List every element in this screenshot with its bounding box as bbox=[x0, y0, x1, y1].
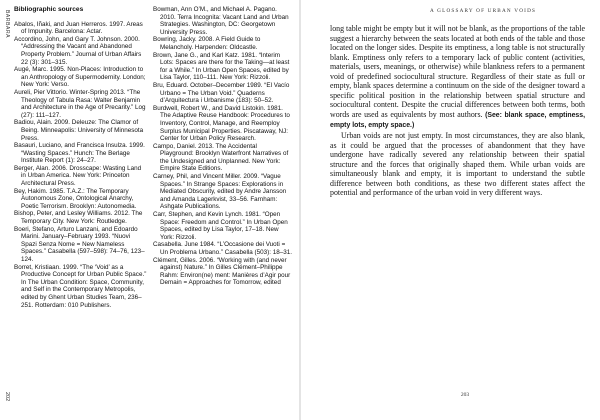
bibliography-entry: Augé, Marc. 1995. Non-Places: Introduction to an Anthropology of Supermodernity. London; New York: Verso. bbox=[14, 66, 146, 89]
bibliography-entry: Brown, Jane G., and Karl Katz. 1981. “Interim Lots: Spaces are there for the Taking—at least for a While.” In Urban Open Spaces, edited by Lisa Taylor, 110–111. New York: Rizzoli. bbox=[153, 51, 290, 82]
bibliography-column-2 bbox=[153, 6, 292, 287]
side-running-head: BARBARA bbox=[4, 10, 10, 39]
bibliography-entry: Borret, Kristiaan. 1999. “The ‘Void’ as a Productive Concept for Urban Public Space.” In The Urban Condition: Space, Community, and Self in the Contemporary Metropolis, edited by Ghent Urban Studies Team, 236–251. Rotterdam: 010 Publishers. bbox=[14, 263, 147, 309]
bibliography-entry: Carr, Stephen, and Kevin Lynch. 1981. “Open Space: Freedom and Control.” In Urban Open Spaces, edited by Lisa Taylor, 17–18. New York: Rizzoli. bbox=[153, 211, 288, 241]
paragraph bbox=[330, 24, 585, 131]
bibliography-entry: Bishop, Peter, and Lesley Williams. 2012. The Temporary City. New York: Routledge. bbox=[14, 210, 143, 226]
bibliography-entry: Bey, Hakim. 1985. T.A.Z.: The Temporary Autonomous Zone, Ontological Anarchy, Poetic Terrorism. Brooklyn: Autonomedia. bbox=[14, 187, 137, 210]
left-page bbox=[0, 0, 299, 420]
bibliography-entry: Berger, Alan. 2006. Drosscape: Wasting Land in Urban America. New York: Princeton Architectural Press. bbox=[14, 164, 142, 188]
bibliography-entry: Bowman, Ann O’M., and Michael A. Pagano. 2010. Terra Incognita: Vacant Land and Urban Strategies. Washington, DC: Georgetown University Press. bbox=[153, 6, 289, 36]
bibliography-entry: Accordino, John, and Gary T. Johnson. 2000. “Addressing the Vacant and Abandoned Property Problem.” Journal of Urban Affairs 22 (3): 301–315. bbox=[14, 35, 142, 66]
bibliography-entry: Clément, Gilles. 2006. “Working with (and never against) Nature.” In Gilles Clément–Philippe Rahm: Environ(ne) ment: Manières d’Agir pour Demain = Approaches for Tomorrow, edited bbox=[153, 256, 291, 287]
bibliography-entry: Boeri, Stefano, Arturo Lanzani, and Edoardo Marini. January–February 1993. “Nuovi Spazi Senza Nome = New Nameless Spaces.” Casabella (597–598): 74–76, 123–124. bbox=[14, 225, 145, 263]
side-page-number: 202 bbox=[4, 392, 10, 402]
running-head: A GLOSSARY OF URBAN VOIDS bbox=[430, 8, 537, 14]
bibliography-entry: Basauri, Luciano, and Francisca Insulza. 1999. “Wasting Spaces.” Hunch: The Berlage Institute Report (1): 24–27. bbox=[14, 142, 145, 165]
bibliography-heading: Bibliographic sources bbox=[14, 6, 84, 13]
bibliography-entry: Aureli, Pier Vittorio. Winter-Spring 2013. “The Theology of Tabula Rasa: Walter Benjamin and Architecture in the Age of Precarity.” Log (27): 111–127. bbox=[14, 88, 146, 119]
bibliography-entry: Badiou, Alain. 2009. Deleuze: The Clamor of Being. Minneapolis: University of Minnesota Press. bbox=[14, 119, 144, 142]
paragraph-text: long table might be empty but it will not be blank, as the proportions of the table suggest a hierarchy between the seats located at both ends of the table and those located on the longer sides. Despite its emptiness, a long table is not structurally blank. Emptiness only refers to a temporary lack of public content (activities, materials, users, meanings, or otherwise) while blankness refers to a permanent void of predefined sociocultural structure. Regardless of their state as full or empty, blank spaces determine a continuum on the side of the designer toward a specific political position in the relationship between spatial structure and sociocultural content. Despite the crucial differences between both terms, both words are used as equivalents by most authors. bbox=[330, 24, 585, 119]
bibliography-entry: Campo, Daniel. 2013. The Accidental Playground: Brooklyn Waterfront Narratives of the Undesigned and Unplanned. New York: Empire State Editions. bbox=[153, 142, 289, 173]
bibliography-column-1 bbox=[14, 6, 147, 309]
body-text bbox=[330, 24, 585, 198]
bibliography-entry: Abalos, Iñaki, and Juan Herreros. 1997. Areas of Impunity. Barcelona: Actar. bbox=[14, 20, 143, 36]
cross-reference: (See: blank space, emptiness, empty lots, empty space.) bbox=[330, 111, 585, 130]
paragraph bbox=[330, 131, 585, 198]
page-number: 203 bbox=[460, 392, 470, 398]
bibliography-entry: Casabella. June 1984. “L’Occasione dei Vuoti = Un Problema Urbano.” Casabella (503): 18–31. bbox=[153, 241, 292, 256]
bibliography-entry: Burdwell, Robert W., and David Listokin. 1981. The Adaptive Reuse Handbook: Procedures to Inventory, Control, Manage, and Reemploy Surplus Municipal Properties. Piscataway, NJ: Center for Urban Policy Research. bbox=[153, 104, 290, 143]
bibliography-entry: Bru, Eduard. October–December 1989. “El Vacío Urbano = The Urban Void.” Quaderns d’Arquitectura i Urbanisme (183): 50–52. bbox=[153, 81, 290, 105]
paragraph-text: Urban voids are not just empty. In most circumstances, they are also blank, as it could be argued that the processes of abandonment that they have undergone have radically severed any relationship between their spatial structure and the forces that originally shaped them. While urban voids are simultaneously blank and empty, it is important to understand the subtle difference between both conditions, as these two different states affect the potential and performance of the urban void in very different ways. bbox=[330, 131, 585, 198]
bibliography-entry: Bowring, Jacky. 2008. A Field Guide to Melancholy. Harpenden: Oldcastle. bbox=[153, 36, 261, 51]
bibliography-entry: Carney, Phil, and Vincent Miller. 2009. “Vague Spaces.” In Strange Spaces: Explorations in Mediated Obscurity, edited by Andre Jansson and Amanda Lagerkvist, 33–56. Farnham: Ashgate Publications. bbox=[153, 173, 287, 211]
